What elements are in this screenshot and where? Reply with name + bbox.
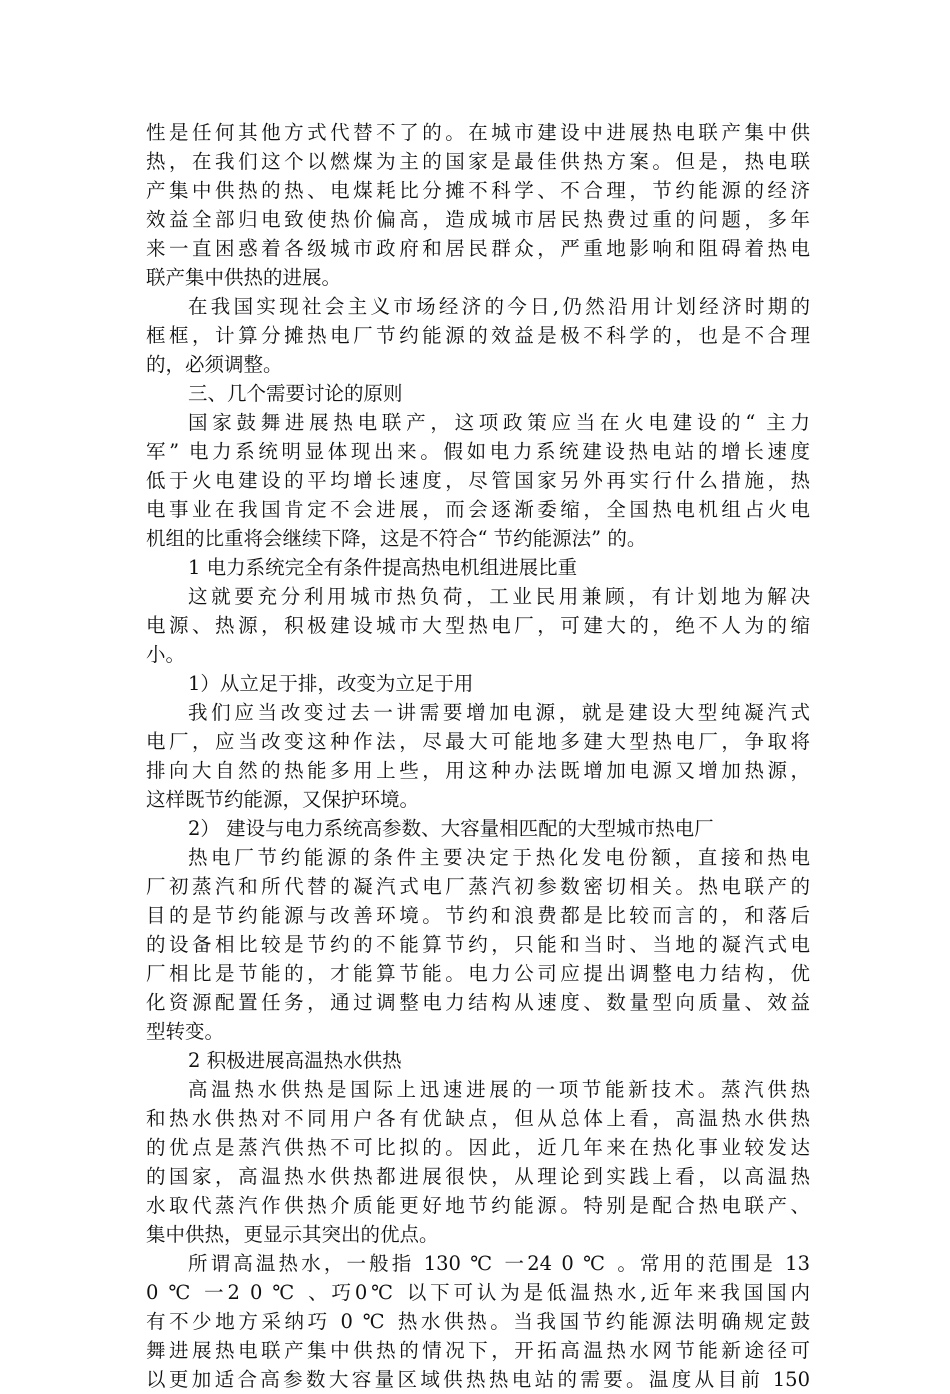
text-line: 在我国实现社会主义市场经济的今日,仍然沿用计划经济时期的 [188,295,810,318]
text-line: 0 ℃ 一2 0 ℃ 、巧0℃ 以下可认为是低温热水,近年来我国国内 [146,1281,810,1304]
text-line: 排向大自然的热能多用上些，用这种办法既增加电源又增加热源， [146,759,810,782]
text-line: 电事业在我国肯定不会进展，而会逐渐委缩，全国热电机组占火电 [146,498,810,521]
text-line: 电源、热源，积极建设城市大型热电厂，可建大的，绝不人为的缩 [146,614,810,637]
text-line: 国家鼓舞进展热电联产，这项政策应当在火电建设的“ 主力 [188,411,810,434]
text-line: 厂初蒸汽和所代替的凝汽式电厂蒸汽初参数密切相关。热电联产的 [146,875,810,898]
text-line: 这就要充分利用城市热负荷，工业民用兼顾，有计划地为解决 [188,585,810,608]
text-line: 水取代蒸汽作供热介质能更好地节约能源。特别是配合热电联产、 [146,1194,810,1217]
text-line: 框框，计算分摊热电厂节约能源的效益是极不科学的，也是不合理 [146,324,810,347]
text-line: 和热水供热对不同用户各有优缺点，但从总体上看，高温热水供热 [146,1107,810,1130]
text-line: 的，必须调整。 [146,353,283,376]
text-line: 军” 电力系统明显体现出来。假如电力系统建设热电站的增长速度 [146,440,810,463]
text-line: 机组的比重将会继续下降，这是不符合“ 节约能源法” 的。 [146,527,647,550]
text-line: 产集中供热的热、电煤耗比分摊不科学、不合理，节约能源的经济 [146,179,810,202]
text-line: 联产集中供热的进展。 [146,266,342,289]
text-line: 厂相比是节能的，才能算节能。电力公司应提出调整电力结构，优 [146,962,810,985]
text-line: 三、几个需要讨论的原则 [188,382,403,405]
text-line: 舞进展热电联产集中供热的情况下，开拓高温热水网节能新途径可 [146,1339,810,1362]
text-line: 目的是节约能源与改善环境。节约和浪费都是比较而言的，和落后 [146,904,810,927]
text-line: 型转变。 [146,1020,225,1043]
text-line: 1）从立足于排，改变为立足于用 [188,672,474,695]
text-line: 有不少地方采纳巧 0 ℃ 热水供热。当我国节约能源法明确规定鼓 [146,1310,810,1333]
text-line: 效益全部归电致使热价偏高，造成城市居民热费过重的问题，多年 [146,208,810,231]
text-line: 的国家，高温热水供热都进展很快，从理论到实践上看，以高温热 [146,1165,810,1188]
text-line: 2 积极进展高温热水供热 [188,1049,402,1072]
text-line: 集中供热，更显示其突出的优点。 [146,1223,439,1246]
text-line: 的优点是蒸汽供热不可比拟的。因此，近几年来在热化事业较发达 [146,1136,810,1159]
text-line: 2） 建设与电力系统高参数、大容量相匹配的大型城市热电厂 [188,817,714,840]
text-line: 热，在我们这个以燃煤为主的国家是最佳供热方案。但是，热电联 [146,150,810,173]
text-line: 所谓高温热水，一般指 130 ℃ 一24 0 ℃ 。常用的范围是 13 [188,1252,810,1275]
text-line: 这样既节约能源，又保护环境。 [146,788,420,811]
text-line: 来一直困惑着各级城市政府和居民群众，严重地影响和阻碍着热电 [146,237,810,260]
text-line: 我们应当改变过去一讲需要增加电源，就是建设大型纯凝汽式 [188,701,810,724]
document-page [146,118,810,1394]
text-line: 的设备相比较是节约的不能算节约，只能和当时、当地的凝汽式电 [146,933,810,956]
text-line: 性是任何其他方式代替不了的。在城市建设中进展热电联产集中供 [146,121,810,144]
text-line: 以更加适合高参数大容量区域供热热电站的需要。温度从目前 150 [146,1368,810,1391]
text-line: 低于火电建设的平均增长速度，尽管国家另外再实行什么措施，热 [146,469,810,492]
text-line: 小。 [146,643,186,666]
text-line: 化资源配置任务，通过调整电力结构从速度、数量型向质量、效益 [146,991,810,1014]
text-line: 热电厂节约能源的条件主要决定于热化发电份额，直接和热电 [188,846,810,869]
text-line: 1 电力系统完全有条件提高热电机组进展比重 [188,556,578,579]
text-line: 高温热水供热是国际上迅速进展的一项节能新技术。蒸汽供热 [188,1078,810,1101]
text-line: 电厂，应当改变这种作法，尽最大可能地多建大型热电厂，争取将 [146,730,810,753]
